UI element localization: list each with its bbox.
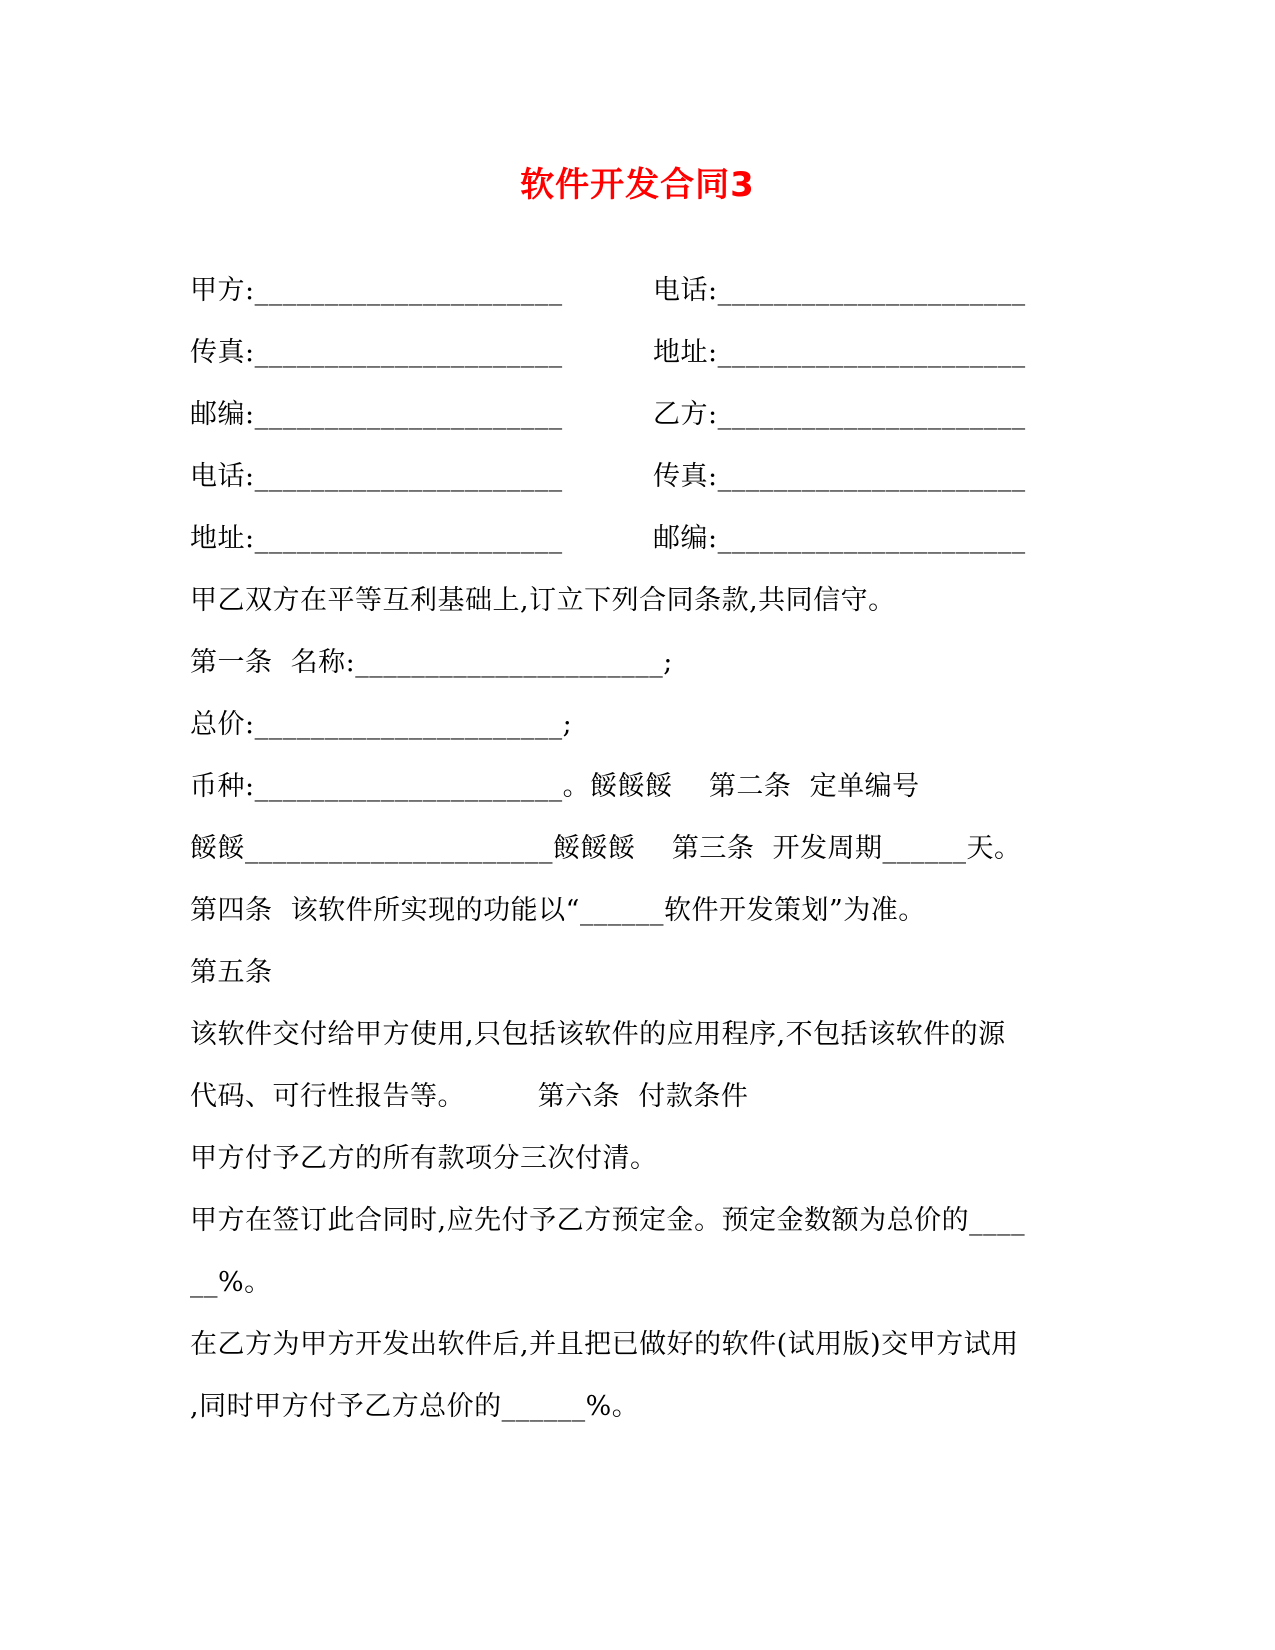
paragraph-line: 第一条 名称:______________________;	[190, 647, 673, 678]
paragraph-line: 币种:______________________。餒餒餒 第二条 定单编号	[190, 771, 920, 802]
paragraph-line: 总价:______________________;	[190, 709, 573, 740]
paragraph-line: 第四条 该软件所实现的功能以“______软件开发策划”为准。	[190, 895, 926, 926]
paragraph-line: 甲方付予乙方的所有款项分三次付清。	[190, 1143, 658, 1174]
party-field: 地址:______________________	[190, 523, 563, 554]
paragraph-line: 餒餒______________________餒餒餒 第三条 开发周期______天。	[190, 833, 1022, 864]
paragraph-line: ,同时甲方付予乙方总价的______%。	[190, 1391, 640, 1422]
party-field: 电话:______________________	[190, 461, 563, 492]
party-field: 邮编:______________________	[190, 399, 563, 430]
party-field: 地址:______________________	[653, 337, 1026, 368]
party-field: 传真:______________________	[190, 337, 563, 368]
party-field: 邮编:______________________	[653, 523, 1026, 554]
document-title: 软件开发合同3	[520, 165, 755, 205]
party-field: 传真:______________________	[653, 461, 1026, 492]
paragraph-line: __%。	[190, 1267, 272, 1298]
paragraph-line: 在乙方为甲方开发出软件后,并且把已做好的软件(试用版)交甲方试用	[190, 1329, 1019, 1360]
paragraph-line: 代码、可行性报告等。 第六条 付款条件	[190, 1081, 749, 1112]
party-field: 电话:______________________	[653, 275, 1026, 306]
section-heading: 第五条	[190, 957, 273, 988]
paragraph-line: 甲方在签订此合同时,应先付予乙方预定金。预定金数额为总价的____	[190, 1205, 1026, 1236]
party-field: 甲方:______________________	[190, 275, 563, 306]
paragraph-line: 甲乙双方在平等互利基础上,订立下列合同条款,共同信守。	[190, 585, 896, 616]
paragraph-line: 该软件交付给甲方使用,只包括该软件的应用程序,不包括该软件的源	[190, 1019, 1006, 1050]
party-field: 乙方:______________________	[653, 399, 1026, 430]
